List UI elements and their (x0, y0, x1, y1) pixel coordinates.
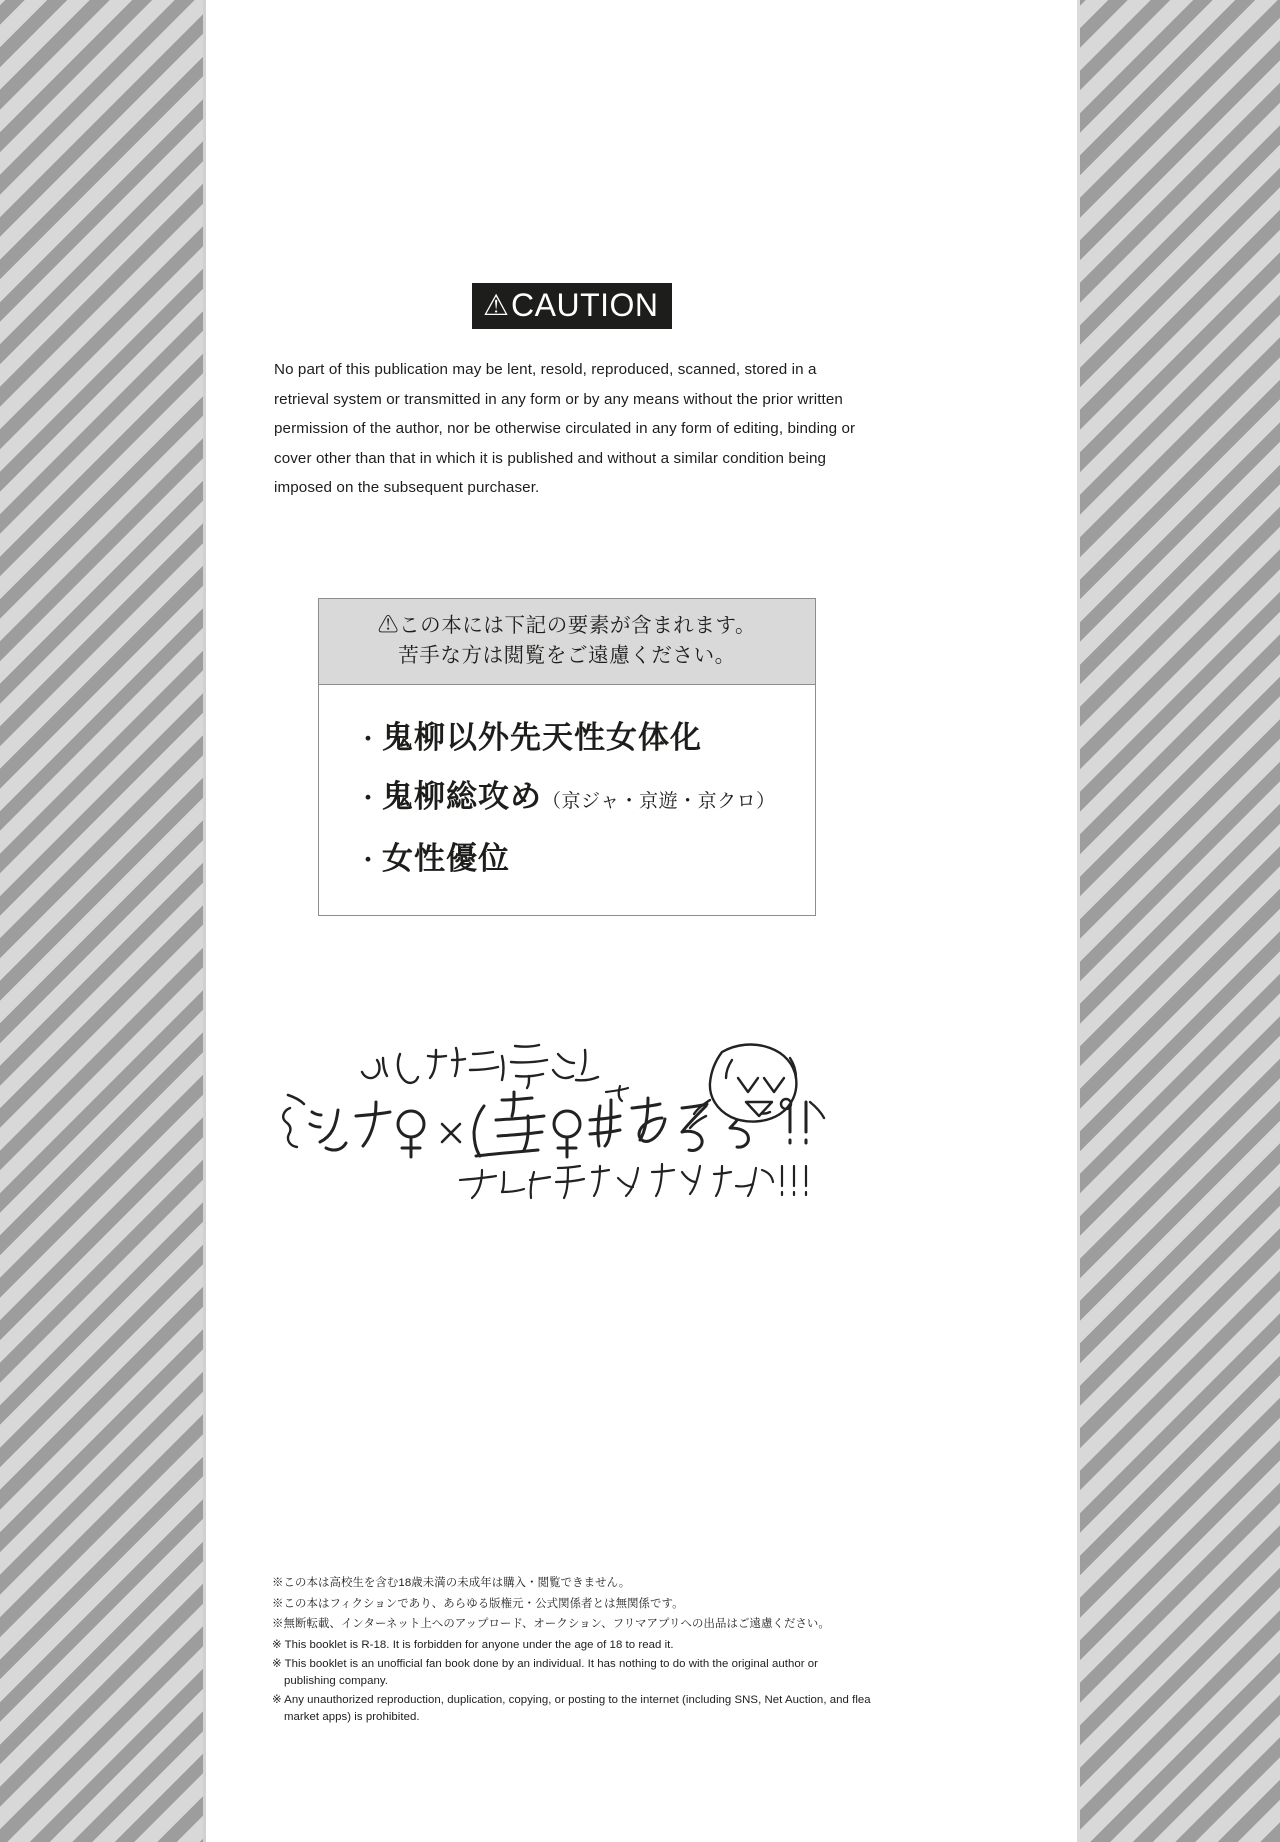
content-warning-list (318, 684, 816, 916)
caution-body-text: No part of this publication may be lent, resold, reproduced, scanned, stored in a retrieval system or transmitted in any form or by any means without the prior written permission of the author, nor be otherwise circulated in any form of editing, binding or cover other than that in which it is published and without a similar condition being imposed on the subsequent purchaser. (274, 361, 856, 496)
list-item-label: 女性優位 (382, 841, 511, 876)
content-warning-header-line2: 苦手な方は閲覧をご遠慮ください。 (398, 644, 736, 667)
footnote-jp: ※この本はフィクションであり、あらゆる版権元・公式関係者とは無関係です。 (272, 1597, 684, 1610)
footnotes (272, 1573, 872, 1726)
sheet-left-edge (203, 0, 206, 1842)
warning-triangle-icon: ⚠ (483, 289, 509, 322)
bullet-dot: ・ (355, 783, 383, 813)
list-item (355, 830, 815, 889)
caution-heading: CAUTION (511, 287, 659, 323)
footnote-en: ※ This booklet is R-18. It is forbidden for anyone under the age of 18 to read it. (272, 1638, 674, 1651)
list-item-label: 鬼柳総攻め (382, 779, 543, 814)
caution-banner (472, 283, 672, 329)
content-warning-header-line1: ⚠この本には下記の要素が含まれます。 (377, 614, 757, 637)
list-item (355, 709, 815, 768)
content-warning-header (318, 598, 816, 684)
footnote-en: ※ Any unauthorized reproduction, duplication, copying, or posting to the internet (including SNS, Net Auction, and flea market apps) is prohibited. (272, 1693, 871, 1723)
footnote-en: ※ This booklet is an unofficial fan book done by an individual. It has nothing to do with the original author or publishing company. (272, 1657, 818, 1687)
footnote-jp: ※この本は高校生を含む18歳未満の未成年は購入・閲覧できません。 (272, 1577, 631, 1589)
list-item (355, 768, 815, 830)
list-item-label: 鬼柳以外先天性女体化 (382, 720, 703, 755)
footnote-jp: ※無断転載、インターネット上へのアップロード、オークション、フリマアプリへの出品はご遠慮ください。 (272, 1618, 830, 1630)
content-warning-box (318, 598, 816, 916)
handwritten-note-doodle (270, 1040, 880, 1215)
bullet-dot: ・ (355, 724, 383, 754)
bullet-dot: ・ (355, 845, 383, 875)
sheet-right-edge (1077, 0, 1080, 1842)
paper-sheet (203, 0, 1080, 1842)
list-item-sublabel: （京ジャ・京遊・京クロ） (542, 791, 776, 812)
